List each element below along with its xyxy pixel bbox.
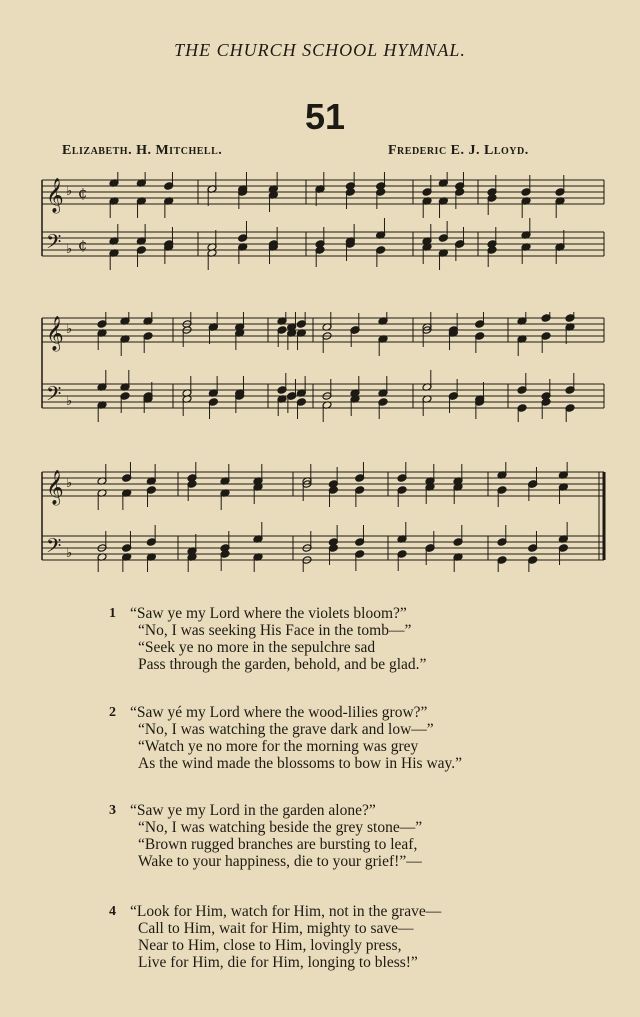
verse-line: “Saw yé my Lord where the wood-lilies grow?”: [130, 704, 428, 721]
treble-clef-icon: 𝄞: [46, 316, 64, 351]
author-credit: Elizabeth. H. Mitchell.: [62, 143, 223, 158]
verse-number: 2: [109, 705, 116, 720]
treble-clef-icon: 𝄞: [46, 470, 64, 505]
score-system-3-graphic: [38, 462, 608, 572]
verse-line: “Brown rugged branches are bursting to leaf,: [138, 836, 418, 853]
score-system-1-graphic: [38, 172, 608, 272]
verse-line: “No, I was watching beside the grey stone—”: [138, 819, 423, 836]
verse-line: Pass through the garden, behold, and be glad.”: [138, 656, 427, 673]
verse-line: “Saw ye my Lord in the garden alone?”: [130, 802, 376, 819]
flat-sign-icon: ♭: [66, 476, 73, 491]
verse-line: “Saw ye my Lord where the violets bloom?”: [130, 605, 407, 622]
flat-sign-icon: ♭: [66, 322, 73, 337]
music-score-system-3: [38, 462, 608, 572]
bass-clef-icon: 𝄢: [46, 382, 62, 410]
verse-number: 3: [109, 803, 116, 818]
verse-line: “No, I was watching the grave dark and low—”: [138, 721, 434, 738]
verse-line: “Look for Him, watch for Him, not in the grave—: [130, 903, 442, 920]
verse-line: Wake to your happiness, die to your grief!”—: [138, 853, 422, 870]
verse-line: Call to Him, wait for Him, mighty to save—: [138, 920, 414, 937]
hymn-number: 51: [304, 96, 346, 137]
music-score-system-1: [38, 172, 608, 272]
flat-sign-icon: ♭: [66, 184, 73, 199]
verse-4: [110, 903, 441, 971]
verse-1: [110, 605, 426, 673]
verse-line: “Watch ye no more for the morning was grey: [138, 738, 419, 755]
treble-clef-icon: 𝄞: [46, 178, 64, 213]
verse-line: Live for Him, die for Him, longing to bless!”: [138, 954, 418, 971]
score-system-2-graphic: [38, 312, 608, 422]
flat-sign-icon: ♭: [66, 394, 73, 409]
music-score-system-2: [38, 312, 608, 422]
verse-number: 4: [109, 904, 116, 919]
flat-sign-icon: ♭: [66, 546, 73, 561]
verse-2: [110, 704, 462, 772]
verse-3: [110, 802, 422, 870]
verse-line: “No, I was seeking His Face in the tomb—”: [138, 622, 412, 639]
verse-number: 1: [109, 606, 116, 621]
composer-credit: Frederic E. J. Lloyd.: [388, 143, 529, 158]
bass-clef-icon: 𝄢: [46, 534, 62, 562]
time-signature-icon: ¢: [78, 184, 88, 202]
flat-sign-icon: ♭: [66, 242, 73, 257]
verse-line: “Seek ye no more in the sepulchre sad: [138, 639, 376, 656]
bass-clef-icon: 𝄢: [46, 230, 62, 258]
verse-line: Near to Him, close to Him, lovingly press,: [138, 937, 402, 954]
verse-line: As the wind made the blossoms to bow in His way.”: [138, 755, 463, 772]
running-head: THE CHURCH SCHOOL HYMNAL.: [174, 40, 466, 60]
time-signature-icon: ¢: [78, 236, 88, 254]
